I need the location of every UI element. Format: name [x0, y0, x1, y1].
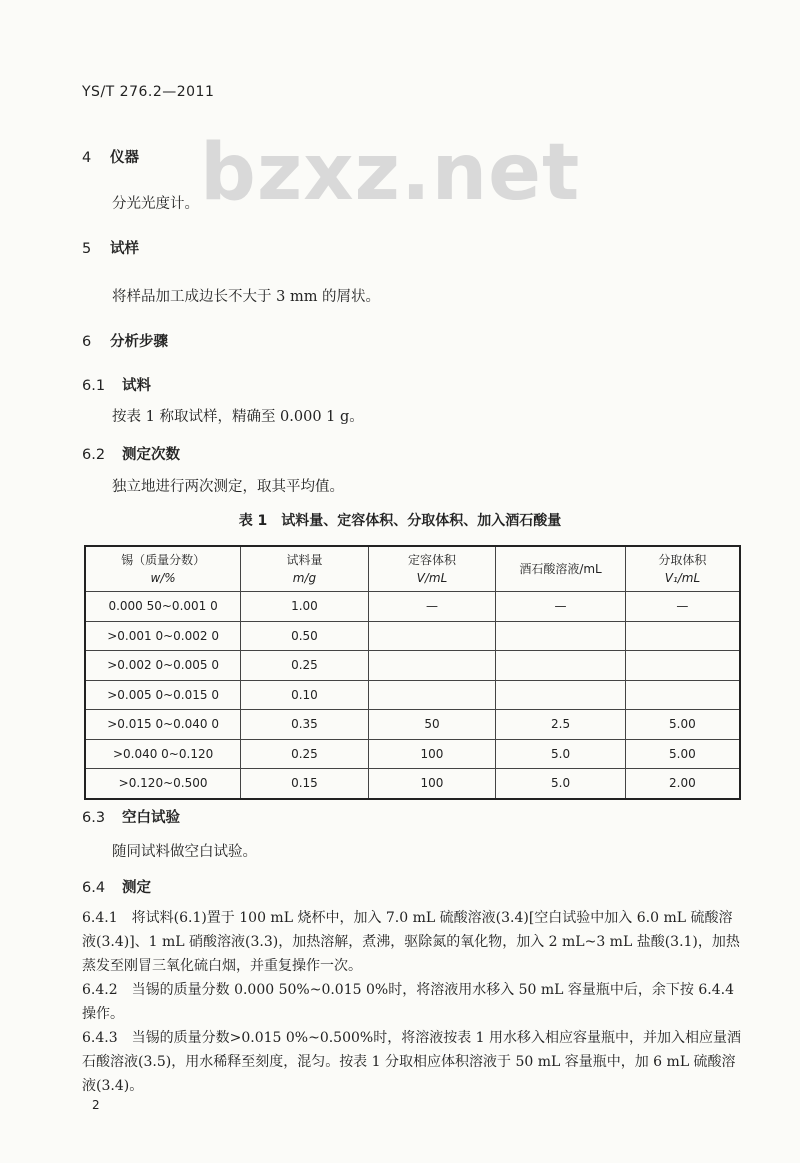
table-cell: >0.040 0~0.120 [85, 739, 241, 769]
paragraph-6-4-1: 6.4.1 将试料(6.1)置于 100 mL 烧杯中，加入 7.0 mL 硫酸溶液(3.4)[空白试验中加入 6.0 mL 硫酸溶液(3.4)]、1 mL 硝酸溶液(3.3)，加热溶解，煮沸，驱除氮的氧化物，加入 2 mL~3 mL 盐酸(3.1)，加热蒸发至刚冒三氧化硫白烟，并重复操作一次。 [82, 910, 740, 974]
section-title: 仪器 [110, 150, 139, 166]
paragraph-6-4-3: 6.4.3 当锡的质量分数>0.015 0%~0.500%时，将溶液按表 1 用水移入相应容量瓶中，并加入相应量酒石酸溶液(3.5)，用水稀释至刻度，混匀。按表 1 分取相应体积溶液于 50 mL 容量瓶中，加 6 mL 硫酸溶液(3.4)。 [82, 1030, 742, 1094]
table-cell: >0.120~0.500 [85, 769, 241, 799]
table-cell: 2.5 [496, 710, 626, 740]
table-cell: >0.005 0~0.015 0 [85, 680, 241, 710]
table-cell: 5.00 [625, 739, 740, 769]
header-cell: 分取体积 V₁/mL [625, 546, 740, 592]
table-header-row [85, 546, 740, 592]
table-cell: 1.00 [241, 592, 369, 622]
table-cell [368, 621, 496, 651]
section-5-body: 将样品加工成边长不大于 3 mm 的屑状。 [112, 289, 381, 305]
table-cell [368, 651, 496, 681]
table-row [85, 680, 740, 710]
sample-table [84, 545, 741, 800]
table-cell: 50 [368, 710, 496, 740]
table-row [85, 739, 740, 769]
table-cell: 5.0 [496, 769, 626, 799]
section-number: 4 [82, 150, 92, 166]
header-cell: 试料量 m/g [241, 546, 369, 592]
table-cell: 2.00 [625, 769, 740, 799]
table-cell [496, 680, 626, 710]
section-6-3-body: 随同试料做空白试验。 [112, 844, 257, 860]
section-title: 空白试验 [122, 810, 180, 826]
table-cell [625, 651, 740, 681]
table-row [85, 769, 740, 799]
table-cell [368, 680, 496, 710]
section-title: 试料 [122, 378, 151, 394]
header-cell: 酒石酸溶液/mL [496, 546, 626, 592]
section-number: 6 [82, 334, 92, 350]
section-6-3-heading [82, 806, 180, 827]
table-cell: 0.25 [241, 651, 369, 681]
section-6-1-heading [82, 374, 151, 395]
page-number: 2 [92, 1098, 100, 1112]
section-4-body: 分光光度计。 [112, 196, 199, 212]
section-number: 6.3 [82, 810, 106, 826]
section-4-heading [82, 146, 139, 167]
table-cell: >0.001 0~0.002 0 [85, 621, 241, 651]
table-cell [625, 680, 740, 710]
table-cell: — [625, 592, 740, 622]
section-6-1-body: 按表 1 称取试样，精确至 0.000 1 g。 [112, 409, 364, 425]
table-cell [496, 651, 626, 681]
section-title: 分析步骤 [110, 334, 168, 350]
table-caption: 表 1 试料量、定容体积、分取体积、加入酒石酸量 [238, 513, 562, 529]
section-5-heading [82, 237, 139, 258]
table-cell: 0.10 [241, 680, 369, 710]
table-row [85, 651, 740, 681]
header-cell: 定容体积 V/mL [368, 546, 496, 592]
table-cell: >0.002 0~0.005 0 [85, 651, 241, 681]
table-cell: 0.15 [241, 769, 369, 799]
section-number: 6.2 [82, 447, 106, 463]
table-cell [496, 621, 626, 651]
section-6-2-body: 独立地进行两次测定，取其平均值。 [112, 479, 344, 495]
section-number: 6.4 [82, 880, 106, 896]
watermark: bzxz.net [200, 128, 581, 218]
table-cell: 5.00 [625, 710, 740, 740]
section-6-heading [82, 330, 168, 351]
table-cell: >0.015 0~0.040 0 [85, 710, 241, 740]
section-title: 测定次数 [122, 447, 180, 463]
table-cell: 0.50 [241, 621, 369, 651]
section-6-2-heading [82, 443, 180, 464]
paragraph-6-4-2: 6.4.2 当锡的质量分数 0.000 50%~0.015 0%时，将溶液用水移入 50 mL 容量瓶中后，余下按 6.4.4 操作。 [82, 982, 734, 1022]
section-number: 5 [82, 241, 92, 257]
section-title: 测定 [122, 880, 151, 896]
table-cell: 100 [368, 769, 496, 799]
table-cell: 0.25 [241, 739, 369, 769]
header-cell: 锡（质量分数） w/% [85, 546, 241, 592]
table-cell [625, 621, 740, 651]
section-title: 试样 [110, 241, 139, 257]
table-row [85, 710, 740, 740]
table-cell: — [496, 592, 626, 622]
table-cell: 0.000 50~0.001 0 [85, 592, 241, 622]
table-row [85, 592, 740, 622]
section-6-4-heading [82, 876, 151, 897]
section-number: 6.1 [82, 378, 106, 394]
table-cell: 0.35 [241, 710, 369, 740]
table-row [85, 621, 740, 651]
table-cell: — [368, 592, 496, 622]
table-cell: 5.0 [496, 739, 626, 769]
document-code: YS/T 276.2—2011 [82, 84, 215, 100]
table-cell: 100 [368, 739, 496, 769]
